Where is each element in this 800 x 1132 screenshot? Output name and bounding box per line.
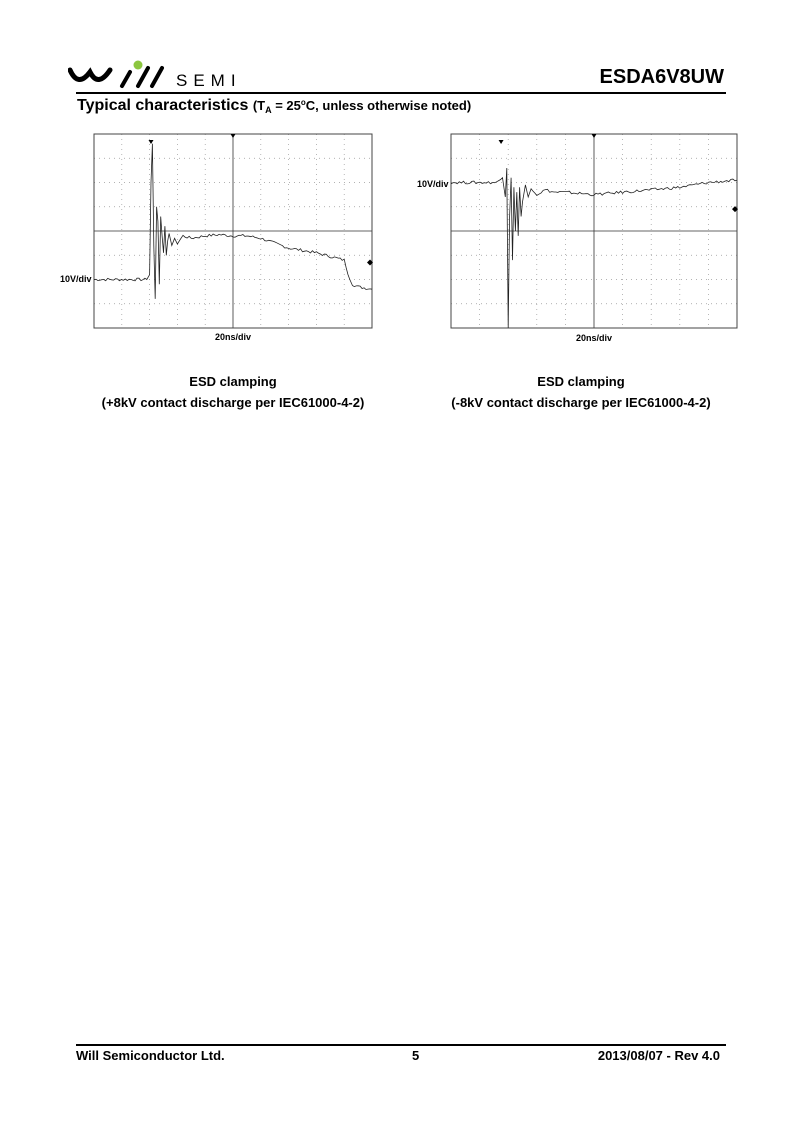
trigger-marker [499,140,504,144]
chart2-xlabel: 20ns/div [576,333,613,343]
section-conditions [253,98,471,113]
section-title [77,97,471,115]
footer-rule [76,1044,726,1046]
will-semi-logo [68,58,258,90]
footer-company: Will Semiconductor Ltd. [76,1048,225,1063]
logo-graphic [68,58,258,90]
scope-chart-positive [94,134,372,328]
chart2-caption-title: ESD clamping [537,374,625,389]
header-rule [76,92,726,94]
scope-plot-positive [94,134,372,328]
time-reference-marker [231,134,236,138]
section-title-text: Typical characteristics [77,97,249,114]
cond-sup: o [300,98,306,107]
cond-rest: C, unless otherwise noted) [305,98,472,113]
part-number: ESDA6V8UW [599,66,724,88]
chart2-ylabel: 10V/div [417,179,449,189]
cond-open: (T [252,98,266,113]
chart1-ylabel: 10V/div [60,274,92,284]
cond-mid: = 25 [271,98,301,113]
chart1-caption [83,371,383,413]
chart2-caption [431,371,731,413]
trigger-marker [148,140,153,144]
chart2-caption-detail: (-8kV contact discharge per IEC61000-4-2) [451,395,711,410]
scope-plot-negative [451,134,737,328]
logo-text: SEMI [176,71,242,90]
scope-chart-negative [451,134,737,328]
chart1-caption-title: ESD clamping [189,374,277,389]
cond-sub: A [265,105,272,115]
footer-page-number: 5 [412,1048,420,1063]
time-reference-marker [592,134,597,138]
chart1-xlabel: 20ns/div [215,332,252,342]
chart1-caption-detail: (+8kV contact discharge per IEC61000-4-2) [101,395,365,410]
footer-date-rev: 2013/08/07 - Rev 4.0 [597,1048,720,1063]
